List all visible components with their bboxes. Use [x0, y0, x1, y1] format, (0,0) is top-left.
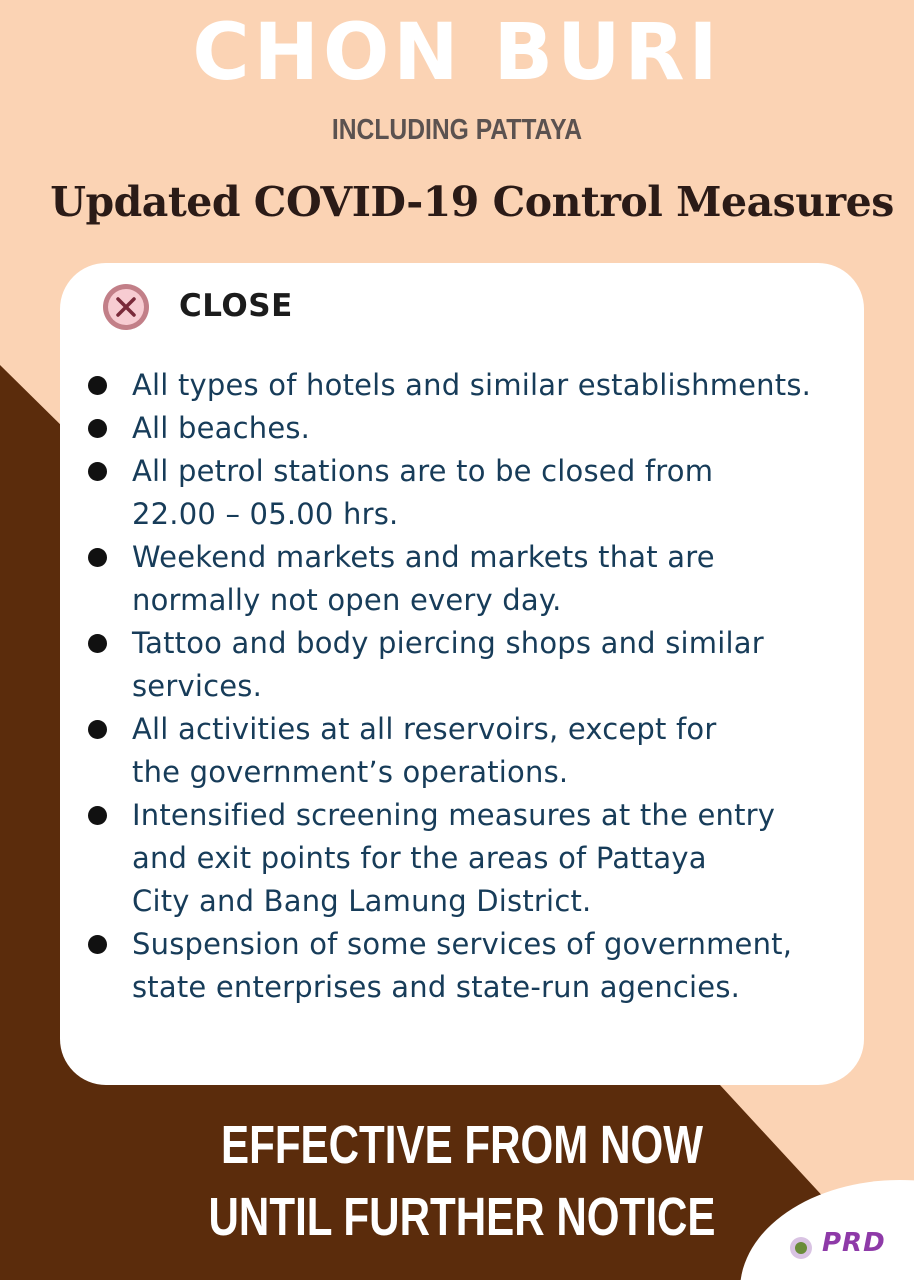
poster-heading: Updated COVID-19 Control Measures	[50, 178, 894, 226]
bullet-icon	[88, 376, 107, 395]
bullet-icon	[88, 806, 107, 825]
measure-item	[86, 407, 846, 450]
measure-item	[86, 708, 846, 794]
bullet-icon	[88, 720, 107, 739]
measure-line: Suspension of some services of government,	[132, 927, 793, 961]
measure-item	[86, 364, 846, 407]
measure-line: state enterprises and state-run agencies.	[132, 970, 741, 1004]
measure-line: Intensified screening measures at the entry	[132, 798, 776, 832]
measure-line: Tattoo and body piercing shops and similar	[132, 626, 764, 660]
prd-logo: PRD	[822, 1228, 886, 1258]
prd-emblem-icon	[786, 1233, 816, 1263]
measure-line: City and Bang Lamung District.	[132, 884, 592, 918]
bullet-icon	[88, 935, 107, 954]
bullet-icon	[88, 548, 107, 567]
bullet-icon	[88, 419, 107, 438]
bullet-icon	[88, 462, 107, 481]
measures-list	[86, 364, 846, 1009]
poster-title: CHON BURI	[192, 8, 722, 98]
measure-item	[86, 536, 846, 622]
footer-effective: EFFECTIVE FROM NOW	[220, 1115, 704, 1175]
measure-item	[86, 622, 846, 708]
measure-item	[86, 450, 846, 536]
measure-line: Weekend markets and markets that are	[132, 540, 715, 574]
close-section-label: CLOSE	[179, 288, 293, 324]
measure-line: normally not open every day.	[132, 583, 562, 617]
measure-line: and exit points for the areas of Pattaya	[132, 841, 707, 875]
poster-subtitle: INCLUDING PATTAYA	[331, 114, 583, 146]
bullet-icon	[88, 634, 107, 653]
measure-line: All petrol stations are to be closed from	[132, 454, 714, 488]
measure-line: 22.00 – 05.00 hrs.	[132, 497, 399, 531]
measure-line: the government’s operations.	[132, 755, 569, 789]
measure-line: All beaches.	[132, 411, 311, 445]
measure-item	[86, 794, 846, 923]
measure-item	[86, 923, 846, 1009]
close-x-circle-icon	[103, 284, 149, 330]
measure-line: services.	[132, 669, 263, 703]
measure-line: All activities at all reservoirs, except for	[132, 712, 717, 746]
measure-line: All types of hotels and similar establishments.	[132, 368, 812, 402]
footer-notice: UNTIL FURTHER NOTICE	[208, 1187, 716, 1247]
